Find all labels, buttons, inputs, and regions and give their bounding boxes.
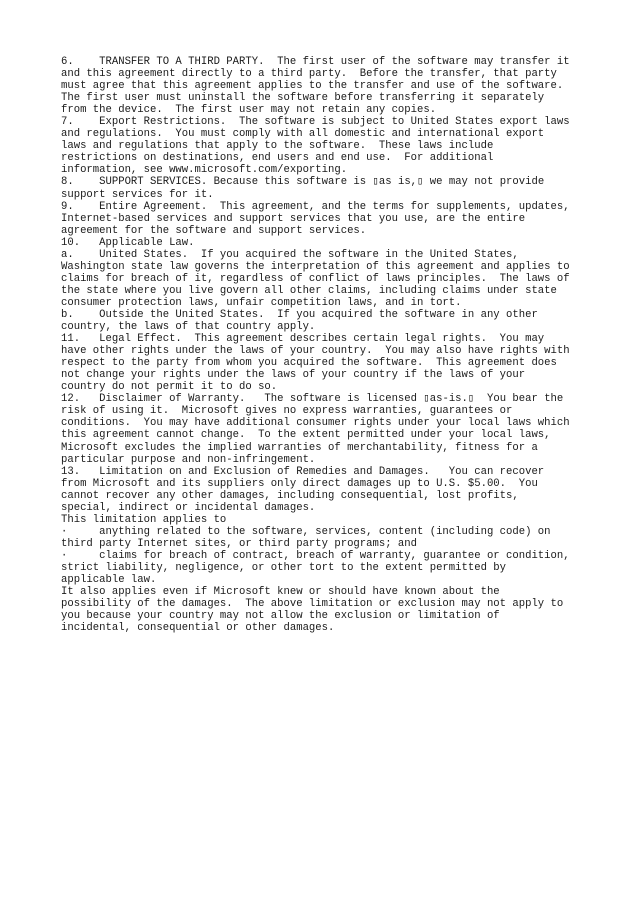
text-line: not change your rights under the laws of your country if the laws of your bbox=[61, 369, 526, 382]
text-line: · anything related to the software, services, content (including code) on bbox=[61, 525, 551, 538]
text-line: · claims for breach of contract, breach of warranty, guarantee or condition, bbox=[61, 549, 570, 562]
text-line: incidental, consequential or other damages. bbox=[61, 622, 335, 635]
text-line: 11. Legal Effect. This agreement describes certain legal rights. You may bbox=[61, 333, 545, 346]
text-line: b. Outside the United States. If you acquired the software in any other bbox=[61, 308, 538, 321]
text-line: country do not permit it to do so. bbox=[61, 381, 278, 394]
text-line: from the device. The first user may not retain any copies. bbox=[61, 104, 437, 117]
text-line: 7. Export Restrictions. The software is subject to United States export laws bbox=[61, 116, 570, 129]
text-line: claims for breach of it, regardless of conflict of laws principles. The laws of bbox=[61, 272, 570, 285]
text-line: this agreement cannot change. To the extent permitted under your local laws, bbox=[61, 429, 551, 442]
text-line: 12. Disclaimer of Warranty. The software is licensed ▯as-is.▯ You bear the bbox=[61, 393, 564, 406]
text-line: country, the laws of that country apply. bbox=[61, 321, 316, 334]
text-line: consumer protection laws, unfair competition laws, and in tort. bbox=[61, 296, 462, 309]
text-line: Internet-based services and support services that you use, are the entire bbox=[61, 212, 526, 225]
text-line: respect to the party from whom you acquired the software. This agreement does bbox=[61, 357, 557, 370]
text-line: support services for it. bbox=[61, 188, 214, 201]
text-line: information, see www.microsoft.com/exporting. bbox=[61, 164, 348, 177]
text-line: applicable law. bbox=[61, 574, 157, 587]
text-line: particular purpose and non-infringement. bbox=[61, 453, 316, 466]
text-line: possibility of the damages. The above limitation or exclusion may not apply to bbox=[61, 598, 564, 611]
text-line: conditions. You may have additional consumer rights under your local laws which bbox=[61, 417, 570, 430]
text-line: and regulations. You must comply with all domestic and international export bbox=[61, 128, 545, 141]
text-line: Washington state law governs the interpretation of this agreement and applies to bbox=[61, 260, 570, 273]
document-page bbox=[61, 56, 601, 634]
text-line: risk of using it. Microsoft gives no express warranties, guarantees or bbox=[61, 405, 513, 418]
text-line: you because your country may not allow the exclusion or limitation of bbox=[61, 610, 500, 623]
text-line: restrictions on destinations, end users and end use. For additional bbox=[61, 152, 494, 165]
text-line: This limitation applies to bbox=[61, 513, 227, 526]
text-line: It also applies even if Microsoft knew or should have known about the bbox=[61, 586, 500, 599]
text-line: 6. TRANSFER TO A THIRD PARTY. The first user of the software may transfer it bbox=[61, 56, 570, 68]
text-line: strict liability, negligence, or other tort to the extent permitted by bbox=[61, 561, 507, 574]
text-line: Microsoft excludes the implied warranties of merchantability, fitness for a bbox=[61, 441, 538, 454]
text-line: a. United States. If you acquired the software in the United States, bbox=[61, 248, 519, 261]
text-line: special, indirect or incidental damages. bbox=[61, 501, 316, 514]
text-line: and this agreement directly to a third party. Before the transfer, that party bbox=[61, 68, 557, 81]
text-line: 10. Applicable Law. bbox=[61, 236, 195, 249]
text-line: the state where you live govern all other claims, including claims under state bbox=[61, 284, 557, 297]
text-line: 9. Entire Agreement. This agreement, and the terms for supplements, updates, bbox=[61, 200, 570, 213]
text-line: laws and regulations that apply to the software. These laws include bbox=[61, 140, 494, 153]
text-line: third party Internet sites, or third party programs; and bbox=[61, 537, 418, 550]
text-line: cannot recover any other damages, including consequential, lost profits, bbox=[61, 489, 519, 502]
text-line: must agree that this agreement applies to the transfer and use of the software. bbox=[61, 80, 564, 93]
text-line: from Microsoft and its suppliers only direct damages up to U.S. $5.00. You bbox=[61, 477, 538, 490]
text-line: The first user must uninstall the software before transferring it separately bbox=[61, 92, 545, 105]
text-line: 13. Limitation on and Exclusion of Remedies and Damages. You can recover bbox=[61, 465, 545, 478]
text-line: have other rights under the laws of your country. You may also have rights with bbox=[61, 345, 570, 358]
text-line: agreement for the software and support services. bbox=[61, 224, 367, 237]
text-line: 8. SUPPORT SERVICES. Because this software is ▯as is,▯ we may not provide bbox=[61, 176, 545, 189]
